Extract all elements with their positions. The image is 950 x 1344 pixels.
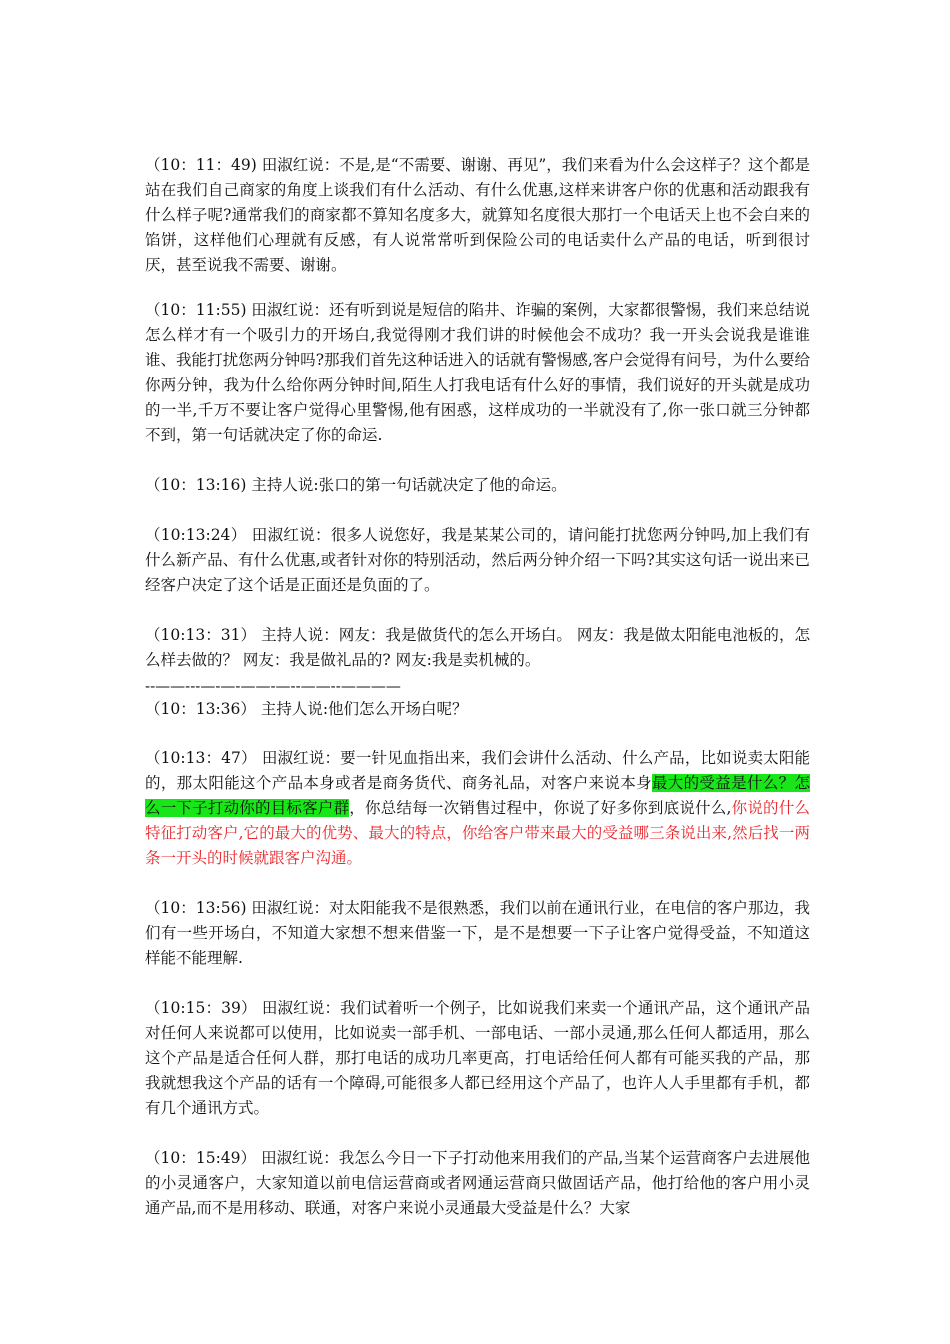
paragraph-10: （10：15:49） 田淑红说：我怎么今日一下子打动他来用我们的产品,当某个运营商客户去进展他的小灵通客户，大家知道以前电信运营商或者网通运营商只做固话产品，他打给他的客户用小灵通产品,而不是用移动、联通，对客户来说小灵通最大受益是什么？大家 <box>145 1149 810 1217</box>
separator-line: --——---—-—-——-—--——--———— <box>145 677 401 695</box>
paragraph-4: （10:13:24） 田淑红说：很多人说您好，我是某某公司的，请问能打扰您两分钟吗,加上我们有什么新产品、有什么优惠,或者针对你的特别活动，然后两分钟介绍一下吗?其实这句话一说出来已经客户决定了这个话是正面还是负面的了。 <box>145 526 810 594</box>
red-emphasis-text: 你说的什么特征打动客户,它的最大的优势、最大的特点，你给客户带来最大的受益哪三条说出来,然后找一两条一开头的时候就跟客户沟通。 <box>145 799 810 867</box>
paragraph-3: （10：13:16) 主持人说:张口的第一句话就决定了他的命运。 <box>145 476 567 494</box>
paragraph-9: （10:15：39） 田淑红说：我们试着听一个例子，比如说我们来卖一个通讯产品，这个通讯产品对任何人来说都可以使用，比如说卖一部手机、一部电话、一部小灵通,那么任何人都适用，那么这个产品是适合任何人群，那打电话的成功几率更高，打电话给任何人都有可能买我的产品，那我就想我这个产品的话有一个障碍,可能很多人都已经用这个产品了，也许人人手里都有手机，都有几个通讯方式。 <box>145 999 810 1117</box>
paragraph-8: （10：13:56) 田淑红说：对太阳能我不是很熟悉，我们以前在通讯行业，在电信的客户那边，我们有一些开场白，不知道大家想不想来借鉴一下，是不是想要一下子让客户觉得受益，不知道这样能不能理解. <box>145 899 810 967</box>
paragraph-1: （10：11：49) 田淑红说：不是,是“不需要、谢谢、再见”，我们来看为什么会这样子？这个都是站在我们自己商家的角度上谈我们有什么活动、有什么优惠,这样来讲客户你的优惠和活动跟我有什么样子呢?通常我们的商家都不算知名度多大，就算知名度很大那打一个电话天上也不会白来的馅饼，这样他们心理就有反感，有人说常常听到保险公司的电话卖什么产品的电话，听到很讨厌，甚至说我不需要、谢谢。 <box>145 156 810 274</box>
paragraph-7-text: （10:13：47） 田淑红说：要一针见血指出来，我们会讲什么活动、什么产品，比如说卖太阳能的，那太阳能这个产品本身或者是商务货代、商务礼品，对客户来说本身 <box>145 749 810 792</box>
paragraph-7-text-cont: ，你总结每一次销售过程中，你说了好多你到底说什么, <box>349 799 732 817</box>
highlighted-text: 最大的受益是什么？怎么一下子打动你的目标客户群 <box>145 774 810 817</box>
paragraph-7 <box>145 746 810 871</box>
paragraph-2: （10：11:55) 田淑红说：还有听到说是短信的陷井、诈骗的案例，大家都很警惕，我们来总结说怎么样才有一个吸引力的开场白,我觉得刚才我们讲的时候他会不成功？我一开头会说我是谁谁谁、我能打扰您两分钟吗?那我们首先这种话进入的话就有警惕感,客户会觉得有问号，为什么要给你两分钟，我为什么给你两分钟时间,陌生人打我电话有什么好的事情，我们说好的开头就是成功的一半,千万不要让客户觉得心里警惕,他有困惑，这样成功的一半就没有了,你一张口就三分钟都不到，第一句话就决定了你的命运. <box>145 301 810 444</box>
paragraph-5: （10:13：31） 主持人说：网友：我是做货代的怎么开场白。 网友：我是做太阳能电池板的，怎么样去做的？ 网友：我是做礼品的? 网友:我是卖机械的。 <box>145 626 810 669</box>
paragraph-6: （10：13:36） 主持人说:他们怎么开场白呢？ <box>145 700 468 718</box>
